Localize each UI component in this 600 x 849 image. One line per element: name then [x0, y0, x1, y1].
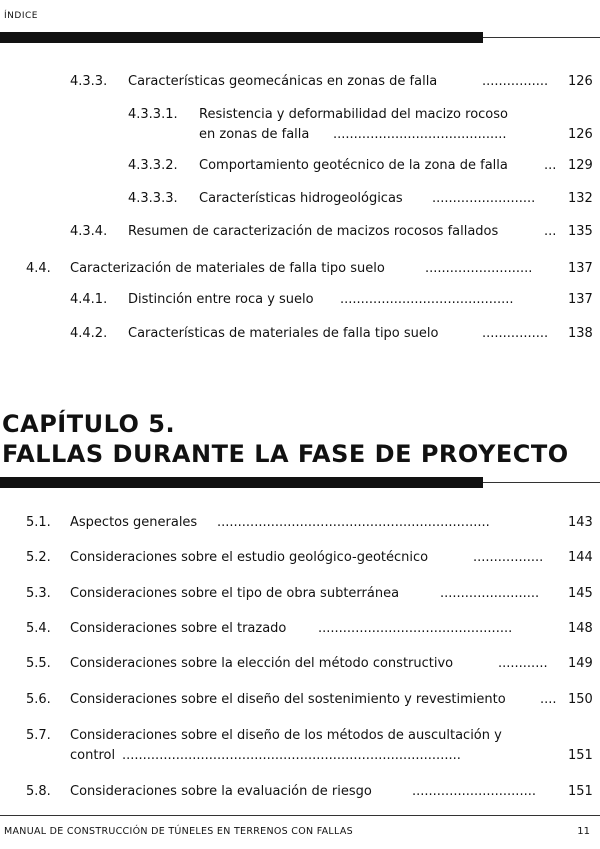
entry-number: 5.5. [26, 656, 51, 671]
entry-title: Consideraciones sobre el diseño del sostenimiento y revestimiento [70, 692, 506, 707]
entry-page: 132 [568, 191, 593, 206]
chapter-title: FALLAS DURANTE LA FASE DE PROYECTO [2, 440, 569, 468]
toc-entry[interactable] [0, 106, 600, 146]
entry-leader: ......................... [432, 191, 536, 206]
entry-title: Consideraciones sobre el diseño de los métodos de auscultación y [70, 728, 502, 743]
entry-leader: .......................................... [333, 127, 507, 142]
entry-title: Características hidrogeológicas [199, 191, 403, 206]
entry-leader: ................. [473, 550, 544, 565]
entry-leader: ................ [482, 326, 549, 341]
entry-page: 137 [568, 292, 593, 307]
chapter-rule-thick [0, 477, 483, 488]
entry-number: 5.7. [26, 728, 51, 743]
entry-leader: ... [544, 158, 557, 173]
entry-number: 4.4.1. [70, 292, 108, 307]
entry-title-cont: en zonas de falla [199, 127, 310, 142]
entry-leader: .................................................................................. [122, 748, 461, 763]
entry-title: Aspectos generales [70, 515, 198, 530]
entry-leader: .................................................................. [217, 515, 490, 530]
entry-leader: ... [544, 224, 557, 239]
entry-title: Distinción entre roca y suelo [128, 292, 314, 307]
entry-title: Consideraciones sobre la elección del método constructivo [70, 656, 454, 671]
entry-number: 4.3.4. [70, 224, 108, 239]
entry-page: 150 [568, 692, 593, 707]
entry-title-cont: control [70, 748, 116, 763]
entry-title: Características geomecánicas en zonas de falla [128, 74, 438, 89]
entry-leader: .......................................... [340, 292, 514, 307]
entry-number: 4.4.2. [70, 326, 108, 341]
entry-number: 5.4. [26, 621, 51, 636]
entry-title: Resumen de caracterización de macizos rocosos fallados [128, 224, 499, 239]
entry-leader: ............................................... [318, 621, 513, 636]
toc-entry[interactable] [0, 727, 600, 767]
header-rule-thin [483, 37, 600, 38]
header-rule-thick [0, 32, 483, 43]
entry-number: 5.2. [26, 550, 51, 565]
entry-page: 138 [568, 326, 593, 341]
entry-title: Consideraciones sobre la evaluación de riesgo [70, 784, 372, 799]
entry-page: 143 [568, 515, 593, 530]
entry-page: 151 [568, 784, 593, 799]
running-header: ÍNDICE [4, 11, 38, 21]
entry-number: 5.6. [26, 692, 51, 707]
chapter-rule-thin [483, 482, 600, 483]
entry-page: 126 [568, 127, 593, 142]
footer-rule [0, 815, 600, 816]
entry-number: 5.8. [26, 784, 51, 799]
chapter-number: CAPÍTULO 5. [2, 410, 176, 438]
entry-leader: ........................ [440, 586, 540, 601]
entry-title: Comportamiento geotécnico de la zona de falla [199, 158, 508, 173]
entry-title: Caracterización de materiales de falla tipo suelo [70, 261, 385, 276]
entry-leader: .... [540, 692, 557, 707]
entry-page: 129 [568, 158, 593, 173]
entry-title: Resistencia y deformabilidad del macizo rocoso [199, 107, 508, 122]
entry-leader: ............ [498, 656, 548, 671]
entry-page: 151 [568, 748, 593, 763]
entry-page: 135 [568, 224, 593, 239]
entry-page: 144 [568, 550, 593, 565]
entry-title: Consideraciones sobre el estudio geológico-geotécnico [70, 550, 429, 565]
footer-title: MANUAL DE CONSTRUCCIÓN DE TÚNELES EN TERRENOS CON FALLAS [4, 826, 353, 837]
entry-number: 4.3.3.2. [128, 158, 178, 173]
entry-number: 4.3.3. [70, 74, 108, 89]
page-number: 11 [577, 826, 590, 837]
entry-leader: .......................... [425, 261, 533, 276]
entry-page: 137 [568, 261, 593, 276]
entry-number: 5.3. [26, 586, 51, 601]
entry-page: 126 [568, 74, 593, 89]
entry-title: Características de materiales de falla tipo suelo [128, 326, 439, 341]
entry-title: Consideraciones sobre el trazado [70, 621, 287, 636]
entry-number: 5.1. [26, 515, 51, 530]
entry-number: 4.3.3.3. [128, 191, 178, 206]
entry-number: 4.3.3.1. [128, 107, 178, 122]
entry-leader: .............................. [412, 784, 536, 799]
entry-page: 148 [568, 621, 593, 636]
entry-page: 145 [568, 586, 593, 601]
entry-title: Consideraciones sobre el tipo de obra subterránea [70, 586, 400, 601]
entry-leader: ................ [482, 74, 549, 89]
entry-page: 149 [568, 656, 593, 671]
entry-number: 4.4. [26, 261, 51, 276]
